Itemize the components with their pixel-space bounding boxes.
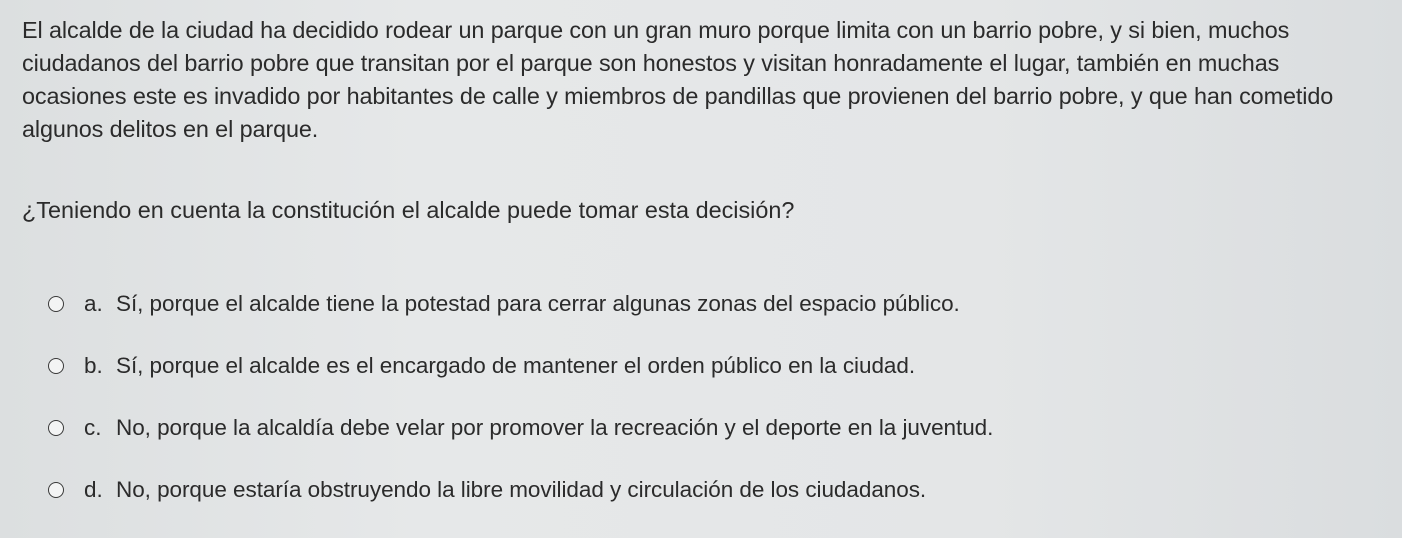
option-b[interactable] xyxy=(48,349,1368,382)
option-letter: c. xyxy=(84,414,102,440)
question-prompt: ¿Teniendo en cuenta la constitución el alcalde puede tomar esta decisión? xyxy=(22,197,795,223)
option-letter: b. xyxy=(84,352,103,378)
option-letter: a. xyxy=(84,290,103,316)
option-text[interactable]: No, porque estaría obstruyendo la libre movilidad y circulación de los ciudadanos. xyxy=(116,476,927,502)
radio-button-a[interactable] xyxy=(48,296,64,312)
option-text[interactable]: Sí, porque el alcalde es el encargado de mantener el orden público en la ciudad. xyxy=(116,352,916,378)
answer-options xyxy=(48,287,1368,535)
radio-button-d[interactable] xyxy=(48,482,64,498)
option-letter: d. xyxy=(84,476,103,502)
radio-button-c[interactable] xyxy=(48,420,64,436)
option-text[interactable]: No, porque la alcaldía debe velar por promover la recreación y el deporte en la juventud. xyxy=(116,414,994,440)
option-d[interactable] xyxy=(48,473,1368,506)
option-a[interactable] xyxy=(48,287,1368,320)
radio-button-b[interactable] xyxy=(48,358,64,374)
question-paragraph: El alcalde de la ciudad ha decidido rodear un parque con un gran muro porque limita con un barrio pobre, y si bien, muchos ciudadanos del barrio pobre que transitan por el parque son honestos y visitan honradamente el lugar, también en muchas ocasiones este es invadido por habitantes de calle y miembros de pandillas que provienen del barrio pobre, y que han cometido algunos delitos en el parque. xyxy=(22,17,1334,142)
option-c[interactable] xyxy=(48,411,1368,444)
option-text[interactable]: Sí, porque el alcalde tiene la potestad para cerrar algunas zonas del espacio público. xyxy=(116,290,960,316)
